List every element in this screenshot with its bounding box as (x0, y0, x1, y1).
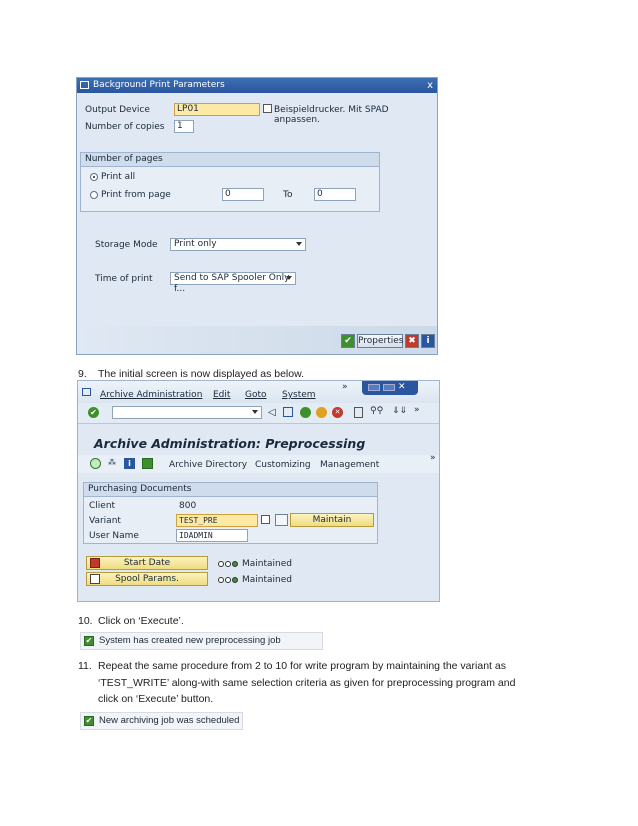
dialog-titlebar (77, 78, 437, 93)
menu-goto[interactable]: Goto (245, 390, 267, 400)
archive-directory-button[interactable]: Archive Directory (169, 460, 248, 470)
copies-label: Number of copies (85, 122, 165, 132)
standard-toolbar (78, 403, 439, 424)
step-9-number: 9. (78, 368, 87, 380)
title-area (78, 433, 439, 455)
spool-status: Maintained (242, 575, 292, 585)
page-title: Archive Administration: Preprocessing (94, 436, 366, 451)
window-controls (362, 381, 418, 395)
storage-mode-select[interactable] (170, 238, 306, 251)
spool-params-button[interactable] (86, 572, 208, 586)
minimize-icon[interactable] (368, 384, 380, 391)
close-icon[interactable]: ✕ (398, 382, 406, 392)
print-from-label: Print from page (101, 190, 171, 200)
status-message-1 (80, 632, 323, 650)
application-toolbar (78, 455, 439, 473)
execute-icon[interactable] (90, 458, 101, 469)
client-label: Client (89, 501, 116, 511)
step-11-line-1: Repeat the same procedure from 2 to 10 for write program by maintaining the variant as (98, 660, 506, 672)
time-of-print-value: Send to SAP Spooler Only f... (174, 273, 290, 294)
username-input[interactable]: IDADMIN (176, 529, 248, 542)
save-icon[interactable] (283, 407, 293, 417)
maintain-button[interactable]: Maintain (290, 513, 374, 527)
customizing-button[interactable]: Customizing (255, 460, 311, 470)
output-device-input[interactable]: LP01 (174, 103, 260, 116)
background-print-parameters-dialog (76, 77, 438, 355)
find-icon[interactable]: ⚲⚲ (370, 406, 384, 416)
purchasing-documents-group (83, 482, 378, 544)
menu-window-icon[interactable] (82, 388, 91, 396)
start-date-label: Start Date (123, 558, 171, 568)
storage-mode-label: Storage Mode (95, 240, 158, 250)
step-9-text: The initial screen is now displayed as below. (98, 368, 305, 380)
job-icon[interactable] (142, 458, 153, 469)
menu-system[interactable]: System (282, 390, 316, 400)
output-device-label: Output Device (85, 105, 150, 115)
client-value: 800 (179, 501, 197, 511)
printer-icon (90, 574, 100, 584)
storage-mode-value: Print only (174, 239, 217, 249)
time-of-print-label: Time of print (95, 274, 153, 284)
maximize-icon[interactable] (383, 384, 395, 391)
enter-check-icon[interactable]: ✔ (88, 407, 99, 418)
back-arrow-icon[interactable]: ◁ (268, 407, 276, 418)
username-label: User Name (89, 531, 139, 541)
success-check-icon: ✔ (85, 716, 93, 725)
status-message-2 (80, 712, 243, 730)
dialog-title: Background Print Parameters (93, 80, 225, 90)
variant-display-icon[interactable] (275, 514, 288, 526)
cancel-icon[interactable]: ✕ (332, 407, 343, 418)
chevron-down-icon (286, 276, 292, 280)
chevron-down-icon (296, 242, 302, 246)
step-11-number: 11. (78, 660, 92, 672)
menu-bar (78, 381, 439, 403)
to-page-input[interactable]: 0 (314, 188, 356, 201)
search-help-icon[interactable] (261, 515, 270, 524)
status-message-text: New archiving job was scheduled (99, 715, 240, 726)
start-date-status: Maintained (242, 559, 292, 569)
more-toolbar-icon[interactable]: » (414, 405, 420, 415)
properties-button[interactable]: Properties (358, 336, 404, 346)
output-device-description: Beispieldrucker. Mit SPAD anpassen. (274, 105, 389, 125)
success-check-icon: ✔ (85, 636, 93, 645)
exit-icon[interactable] (316, 407, 327, 418)
window-icon (80, 81, 89, 89)
page-down-icon[interactable]: ⇓⇓ (392, 406, 408, 416)
close-icon[interactable]: x (427, 80, 433, 91)
group-title: Purchasing Documents (84, 483, 377, 497)
archive-administration-screen (77, 380, 440, 602)
management-button[interactable]: Management (320, 460, 380, 470)
calendar-icon (90, 558, 100, 568)
spool-status-lights (218, 575, 239, 585)
variant-input[interactable]: TEST_PRE (176, 514, 258, 527)
info-icon[interactable]: i (124, 458, 135, 469)
menu-archive-administration[interactable]: Archive Administration (100, 390, 203, 400)
more-menu-icon[interactable]: » (342, 382, 348, 392)
hierarchy-icon[interactable]: ⁂ (108, 458, 116, 467)
search-help-icon[interactable] (263, 104, 272, 113)
chevron-down-icon (252, 410, 258, 414)
menu-edit[interactable]: Edit (213, 390, 231, 400)
spool-params-label: Spool Params. (115, 574, 179, 584)
to-label: To (283, 190, 293, 200)
cancel-x-icon[interactable]: ✖ (405, 334, 419, 348)
step-11-line-2: ‘TEST_WRITE’ along-with same selection criteria as given for preprocessing program and (98, 677, 516, 689)
status-message-text: System has created new preprocessing job (99, 635, 281, 646)
time-of-print-select[interactable] (170, 272, 296, 294)
more-app-toolbar-icon[interactable]: » (430, 453, 436, 463)
print-all-label: Print all (101, 172, 136, 182)
continue-check-icon[interactable]: ✔ (341, 334, 355, 348)
print-icon[interactable] (354, 407, 363, 418)
print-from-radio[interactable] (90, 191, 98, 199)
number-of-pages-group (80, 152, 380, 212)
back-icon[interactable] (300, 407, 311, 418)
info-icon[interactable]: i (421, 334, 435, 348)
start-date-status-lights (218, 559, 239, 569)
print-all-radio[interactable] (90, 173, 98, 181)
variant-label: Variant (89, 516, 121, 526)
step-11-line-3: click on ‘Execute’ button. (98, 693, 214, 705)
start-date-button[interactable] (86, 556, 208, 570)
copies-input[interactable]: 1 (174, 120, 194, 133)
step-10-text: Click on ‘Execute’. (98, 615, 184, 627)
command-field[interactable] (112, 406, 262, 419)
group-title: Number of pages (81, 153, 379, 167)
from-page-input[interactable]: 0 (222, 188, 264, 201)
step-10-number: 10. (78, 615, 93, 627)
